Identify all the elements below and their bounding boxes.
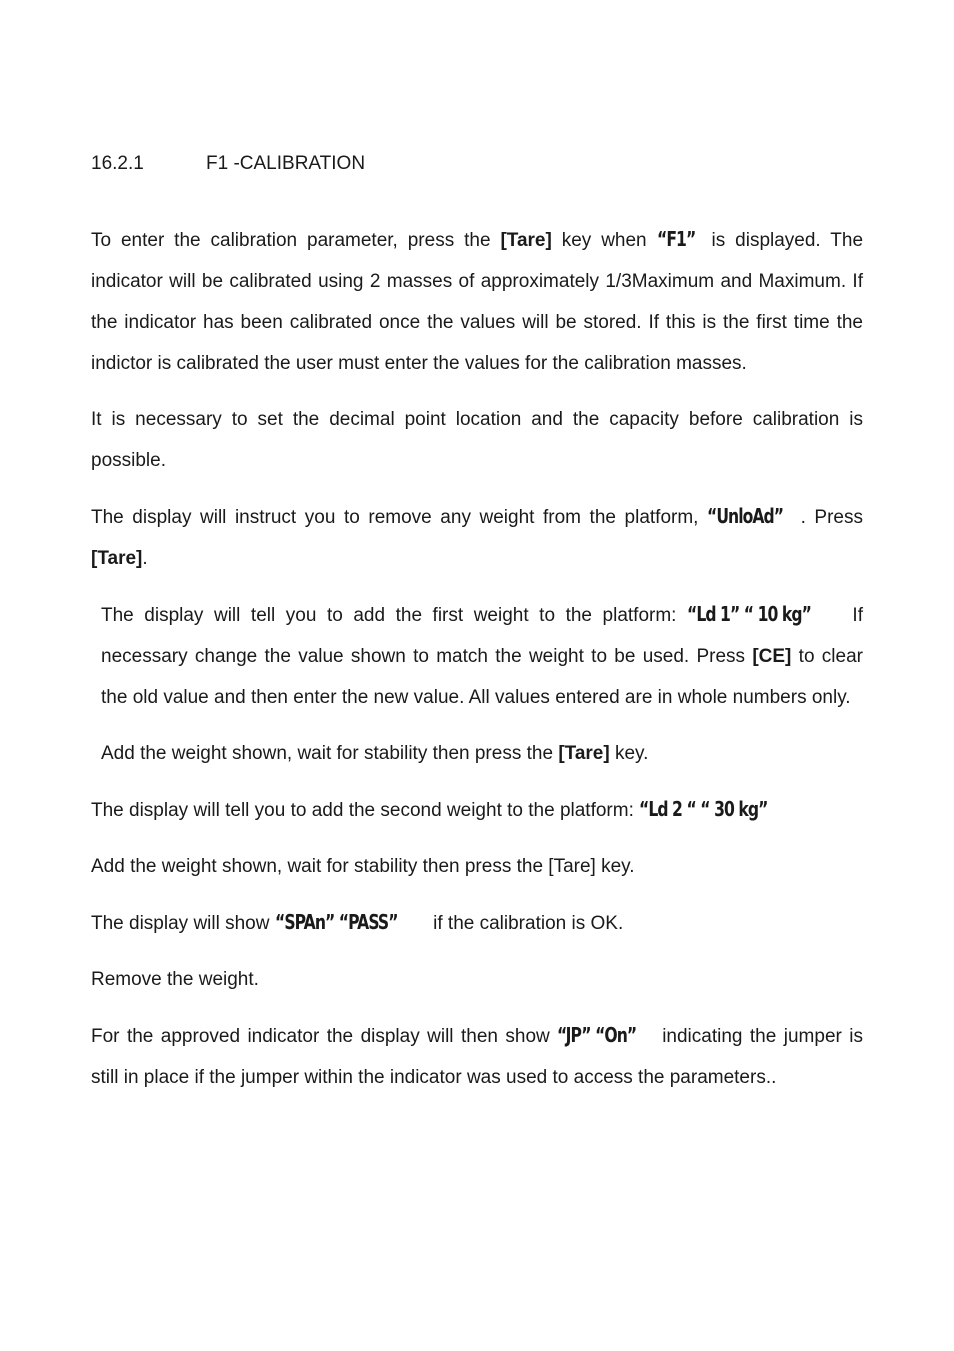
text: If necessary change the value shown to match the weight to be used. Press (101, 605, 863, 667)
text: To enter the calibration parameter, press the (91, 230, 501, 251)
paragraph-jumper (91, 1015, 863, 1098)
paragraph-remove-weight (91, 959, 863, 1000)
paragraph-unload (91, 496, 863, 579)
section-number: 16.2.1 (91, 153, 144, 174)
text: It is necessary to set the decimal point location and the capacity before calibration is possible. (91, 409, 863, 471)
document-page (91, 148, 863, 1113)
paragraph-add-weight-1 (91, 733, 863, 774)
paragraph-span-pass (91, 902, 863, 944)
text: is displayed. The indicator will be calibrated using 2 masses of approximately 1/3Maximum and Maximum. If the indicator has been calibrated once the values will be stored. If this is the first time the indictor is calibrated the user must enter the values for the calibration masses. (91, 230, 864, 374)
display-code-ld2: “Ld 2 “ “ 30 kg” (639, 797, 768, 821)
display-code-f1: “F1” (656, 227, 695, 251)
display-code-ld1: “Ld 1” “ 10 kg” (687, 602, 811, 626)
ce-key-label: [CE] (752, 646, 792, 667)
display-code-jp-on: “JP” “On” (557, 1023, 637, 1047)
text: Remove the weight. (91, 969, 259, 990)
paragraph-add-weight-2 (91, 846, 863, 887)
text: The display will tell you to add the second weight to the platform: (91, 800, 640, 821)
display-code-span-pass: “SPAn” “PASS” (274, 910, 398, 934)
text: The display will instruct you to remove any weight from the platform, (91, 507, 708, 528)
text: to clear the old value and then enter the new value. All values entered are in whole numbers only. (101, 646, 863, 708)
text: key when (551, 230, 657, 251)
text: For the approved indicator the display will then show (91, 1026, 558, 1047)
text: . Press (800, 507, 863, 528)
text: . (142, 548, 148, 569)
tare-key-label: [Tare] (91, 548, 143, 569)
paragraph-second-weight (91, 789, 863, 831)
section-title: F1 -CALIBRATION (206, 153, 366, 174)
text: The display will show (91, 913, 275, 934)
text: The display will tell you to add the first weight to the platform: (101, 605, 688, 626)
tare-key-label: [Tare] (558, 743, 610, 764)
text: Add the weight shown, wait for stability then press the [Tare] key. (91, 856, 635, 877)
text: if the calibration is OK. (427, 913, 624, 934)
paragraph-enter-calibration (91, 219, 863, 384)
section-heading (91, 148, 863, 180)
display-code-unload: “UnloAd” (707, 504, 784, 528)
text: Add the weight shown, wait for stability then press the (101, 743, 559, 764)
text: key. (609, 743, 649, 764)
paragraph-first-weight (91, 594, 863, 718)
text: indicating the jumper is still in place if the jumper within the indicator was used to access the parameters.. (91, 1026, 863, 1088)
paragraph-decimal-point (91, 399, 863, 481)
tare-key-label: [Tare] (500, 230, 552, 251)
